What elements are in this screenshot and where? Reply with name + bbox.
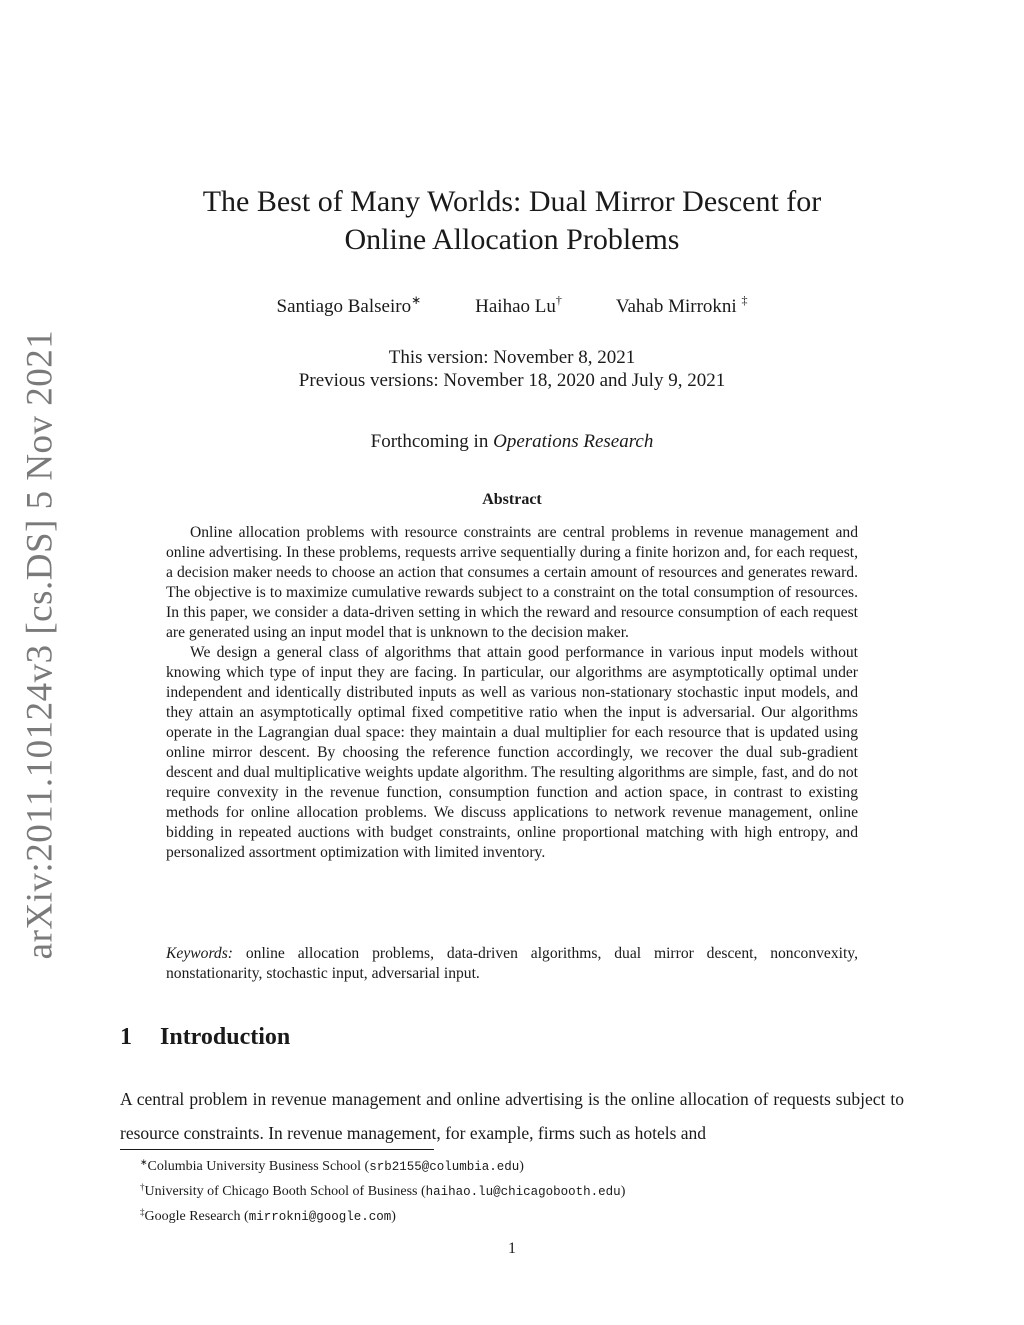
author: Vahab Mirrokni ‡	[615, 293, 748, 317]
author: Haihao Lu†	[475, 293, 562, 317]
footnotes	[120, 1152, 625, 1227]
footnote-rule	[120, 1149, 434, 1150]
arxiv-identifier-stamp	[16, 329, 64, 959]
abstract-heading: Abstract	[482, 491, 542, 508]
section-heading	[120, 1024, 290, 1051]
venue-prefix: Forthcoming in	[370, 431, 494, 452]
keywords-text: online allocation problems, data-driven algorithms, dual mirror descent, nonconvexity, nonstationarity, stochastic input, adversarial input.	[166, 945, 858, 982]
venue-name: Operations Research	[493, 431, 654, 452]
author-list	[150, 293, 874, 318]
page-number: 1	[508, 1240, 516, 1257]
section-number: 1	[120, 1024, 132, 1050]
intro-paragraph: A central problem in revenue management and online advertising is the online allocation of requests subject to resource constraints. In revenue management, for example, firms such as hotels and	[120, 1089, 904, 1143]
section-title: Introduction	[160, 1024, 291, 1050]
arxiv-id-text: arXiv:2011.10124v3 [cs.DS] 5 Nov 2021	[19, 329, 61, 959]
email-link[interactable]: haihao.lu@chicagobooth.edu	[425, 1185, 621, 1199]
abstract-body	[166, 523, 858, 863]
current-version: This version: November 8, 2021	[388, 347, 636, 368]
abstract-paragraph-1: Online allocation problems with resource constraints are central problems in revenue management and online advertising. In these problems, requests arrive sequentially during a finite horizon and, for each request, a decision maker needs to choose an action that consumes a certain amount of resources and generates reward. The objective is to maximize cumulative rewards subject to a constraint on the total consumption of resources. In this paper, we consider a data-driven setting in which the reward and resource consumption of each request are generated using an input model that is unknown to the decision maker.	[166, 524, 858, 641]
title-line-1: The Best of Many Worlds: Dual Mirror Descent for	[202, 185, 822, 218]
paper-title	[150, 183, 874, 259]
previous-versions: Previous versions: November 18, 2020 and July 9, 2021	[298, 370, 726, 391]
abstract-paragraph-2: We design a general class of algorithms that attain good performance in various input models without knowing which type of input they are facing. In particular, our algorithms are asymptotically optimal under independent and identically distributed inputs as well as various non-stationary stochastic input models, and they attain an asymptotically optimal fixed competitive ratio when the input is adversarial. Our algorithms operate in the Lagrangian dual space: they maintain a dual multiplier for each resource that is updated using online mirror descent. By choosing the reference function accordingly, we recover the dual sub-gradient descent and dual multiplicative weights update algorithm. The resulting algorithms are simple, fast, and do not require convexity in the revenue function, consumption function and action space, in contrast to existing methods for online allocation problems. We discuss applications to network revenue management, online bidding in repeated auctions with budget constraints, online proportional matching with high entropy, and personalized assortment optimization with limited inventory.	[166, 644, 858, 861]
keywords	[166, 944, 858, 984]
venue-note	[150, 431, 874, 453]
email-link[interactable]: srb2155@columbia.edu	[369, 1160, 520, 1174]
email-link[interactable]: mirrokni@google.com	[248, 1210, 392, 1224]
author: Santiago Balseiro∗	[276, 293, 422, 317]
keywords-label: Keywords:	[166, 945, 233, 962]
footnote: ∗Columbia University Business School (srb2155@columbia.edu)	[140, 1157, 524, 1174]
footnote: †University of Chicago Booth School of Business (haihao.lu@chicagobooth.edu)	[140, 1182, 626, 1199]
title-line-2: Online Allocation Problems	[344, 223, 680, 256]
version-info	[150, 346, 874, 392]
footnote: ‡Google Research (mirrokni@google.com)	[140, 1207, 396, 1224]
